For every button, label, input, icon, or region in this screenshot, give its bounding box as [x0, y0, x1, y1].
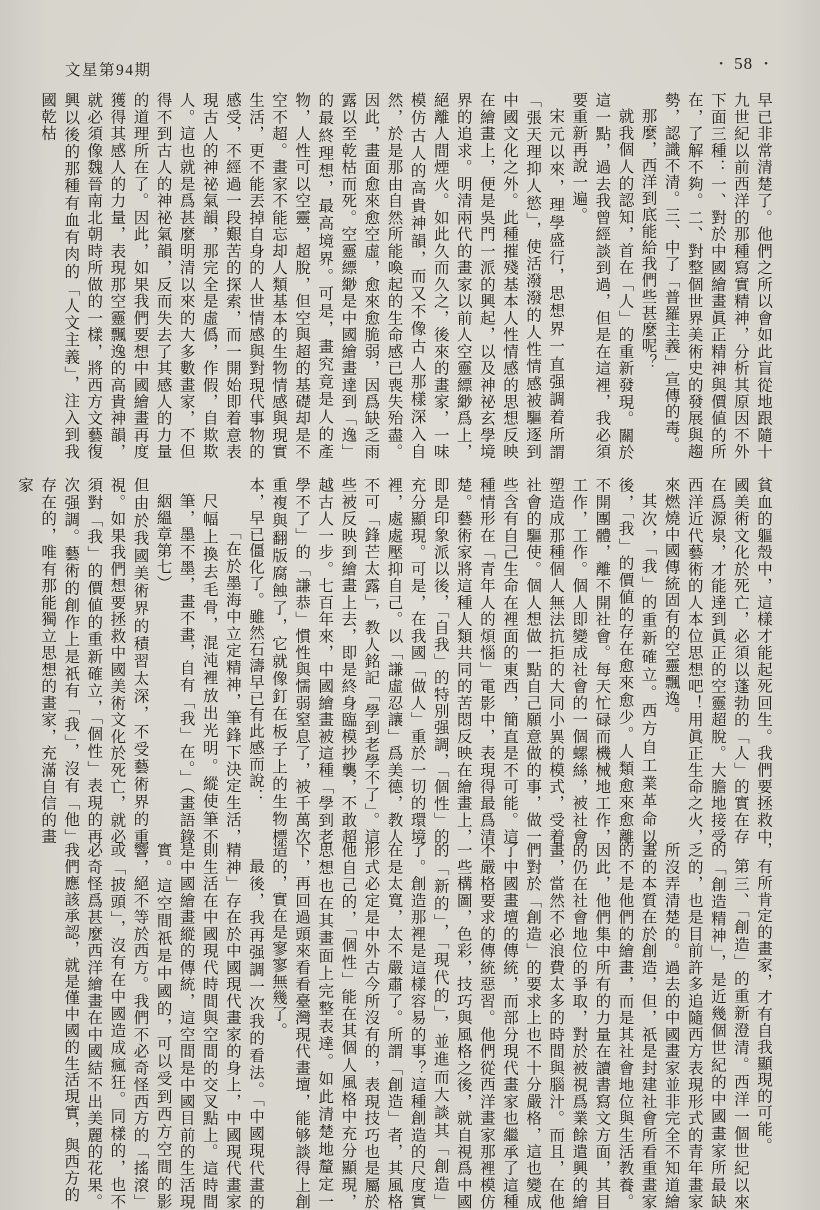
- paragraph: 那麼，西洋到底能給我們些甚麼呢？: [639, 107, 657, 370]
- paragraph: 第三、「創造」的重新澄清。西洋一個世紀以來的「創造精神」，是近幾個世紀的中國畫家所最缺乏的，也是目前許多追隨西方表現形式的青年畫家所沒弄清楚的。過去的中國畫家並非完全不知道繪畫的本質在於創造，但，祇是封建社會所看重畫家的不是他們的繪畫，而是其社會地位與生活教養。因此，他們集中所有的力量在讀書寫文方面，其目的仍在社會地位的爭取，對於被視爲業餘遣興的繪畫，當然不必浪費太多的時間與腦汁。而且，在他們對於「創造」的要求上也不十分嚴格，這也變成了中國畫壇的傳統，而部分現代畫家也繼承了這種不嚴格要求的傳統惡習。他們從西洋畫家那裡模仿一些構圖，色彩，技巧與風格之後，就自視爲中國的「新的」，「現代的」，並進而大談其「創造」了。創造那裡是這樣容易的事？這種創造的尺度實在是太寬，太不嚴肅了。所謂「創造」者，其風格形式必定是中外古今所沒有的，表現技巧也是屬於他自己的，「個性」能在其個人風格中充分顯現，思想也在其畫面上完整表達。如此清楚地釐定一下，再回過頭來看看臺灣現代畫壇，能够談得上創造的，實在是寥寥無幾了。: [270, 842, 749, 1210]
- page-number: [719, 54, 768, 74]
- bullet-left-decor: •: [719, 58, 724, 70]
- paragraph: 宋元以來，理學盛行，思想界一直强調着所謂「張天理抑人慾」，使活潑潑的人性情感被驅逐到中國文化之外。此種摧殘基本人性情感的思想反映在繪畫上，便是吳門一派的興起，以及神祕玄學境界的追求。明清兩代的畫家以前人空靈縹緲爲上，絕離人間煙火。如此久而久之，後來的畫家，一味模仿古人的高貴神韻，而又不像古人那樣深入自然，於是那由自然所能喚起的生命感已喪失殆盡。因此，畫面愈來愈空虛，愈來愈脆弱，因爲缺乏雨露以至乾枯而死。空靈縹緲是中國繪畫達到「逸」的最終理想，最高境界。可是，畫究竟是人的產物，人性可以空靈，超脫，但空與超的基礎却是不空不超。畫家不能忘却人類基本的生物情感與現實生活，更不能丟掉自身的人世情感與對現代事物的感受，不經過一段艱苦的探索，而一開始即着意表現古人的神祕氣韻，那完全是虛僞，作假，自欺欺人。這也就是爲甚麼明清以來的大多數畫家，不但得不到古人的神祕氣韻，反而失去了其感人的力量的道理所在了。因此，如果我們要想中國繪畫再度獲得其感人的力量，表現那空靈飄逸的高貴神韻，就必須像魏晉南北朝時所做的一樣，將西方文藝復興以後的那種有血有肉的「人文主義」，注入到我國乾枯: [39, 92, 565, 460]
- paragraph: 但由於我國美術界的積習太深，不受藝術界的重視。如果我們想要拯救中國美術文化於死亡，就必須對「我」的價値的重新確立，「個性」表現的再次强調。藝術的創作上是祇有「我」，沒有「他」存在的，唯有那能獨立思想的畫家，充滿自信的畫家: [16, 477, 149, 845]
- blockquote-shitao: 「在於墨海中立定精神，筆鋒下決定生活，尺幅上換去毛骨，混沌裡放出光明。縱使筆不筆，墨不墨，畫不畫，自有「我」在。」（畫語錄絪縕章第七）: [154, 493, 241, 845]
- text-section-bottom: [59, 842, 775, 1210]
- paragraph: 就我個人的認知，首在「人」的重新發現。關於這一點，過去我曾經談到過，但是在這裡，我必須要重新再說一遍。: [570, 92, 634, 460]
- magazine-title: 文星第94期: [65, 62, 152, 79]
- text-section-top: [39, 92, 775, 460]
- paragraph: 其次，「我」的重新確立。西方自工業革命以後，「我」的價値的存在愈來愈少。人類愈來愈離不開團體，離不開社會。每天忙碌而機械地工作，工作，工作。個人即變成社會的一個螺絲，被社會塑造成那種個人無法抗拒的大同小異的模式，受着社會的驅使。個人想做一點自己願意做的事，做一些含有自己生命在裡面的東西，簡直是不可能。這種情形在「青年人的煩惱」電影中，表現得最爲清楚。藝術家將這種人類共同的苦悶反映在繪畫上，即是印象派以後，「自我」的特別强調，「個性」的充分顯現。可是，在我國「做人」重於一切的環境裡，處處壓抑自己。以「謙虛忍讓」爲美德，教人不可「鋒芒太露」，教人銘記「學到老學不了」。這些被反映到繪畫上去，即是終身臨模抄襲，不敢超越古人一步。七百年來，中國繪畫被這種「學到老學不了」的「謙恭」慣性與懦弱窒息了，被千萬次重複與翻版腐蝕了，它就像釘在板子上的生物標本，早已僵化了。雖然石濤早已有此感而說：: [246, 477, 657, 845]
- text-section-middle: [16, 477, 775, 845]
- running-head: [0, 0, 820, 86]
- paragraph: 早已非常清楚了。他們之所以會如此盲從地跟隨十九世紀以前西洋的那種寫實精神，分析其原因不外下面三種：一、對於中國繪畫眞正精神與價値的所在，了解不夠。二、對整個世界美術史的發展與趨勢，認識不清。三、中了「普羅主義」宣傳的毒。: [662, 92, 772, 460]
- bullet-right-decor: •: [764, 58, 768, 70]
- page-number-value: 58: [734, 54, 754, 73]
- paragraph: 最後，我再强調一次我的看法。「中國現代畫的精神」存在於中國現代畫家的身上，中國現代畫家則生活在中國現代時間與空間的交叉點上。這時間是中國繪畫縱的傳統，這空間是中國目前的生活現實。這空間祇是中國的，可以受到西方空間的影響，絕不等於西方。我們不必奇怪西方的「搖滾」或「披頭」，沒有在中國造成瘋狂。同樣的，也不必奇怪爲甚麼西洋繪畫在中國結不出美麗的花果。我們應該承認，就是僅中國的生活現實，與西方的: [62, 842, 264, 1210]
- paragraph: 貧血的軀殼中，這樣才能起死回生。我們要拯救中國美術文化於死亡，必須以蓬勃的「人」的實在存在爲源泉，才能達到眞正的空靈超脫。大膽地接受西洋近代藝術的人本位思想吧！用眞正生命之火，來燃燒中國傳統固有的空靈飄逸。: [662, 477, 772, 845]
- paragraph: ，有所肯定的畫家，才有自我顯現的可能。: [755, 842, 772, 1154]
